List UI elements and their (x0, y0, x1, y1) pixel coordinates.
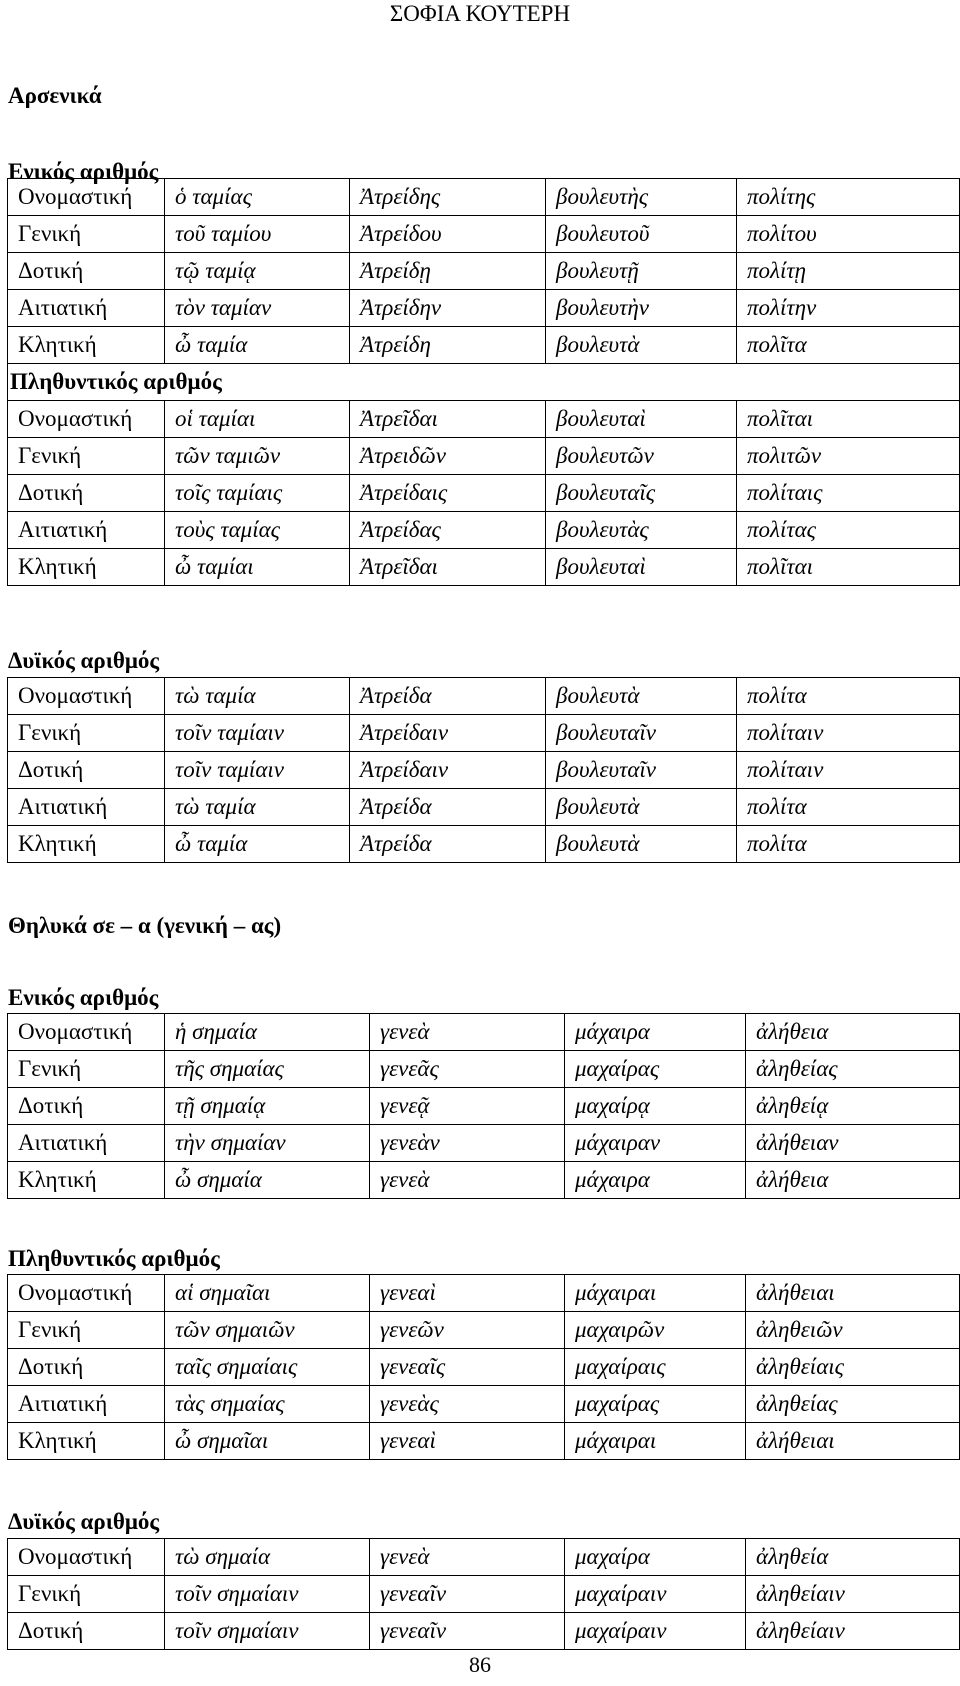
table-row (8, 216, 960, 253)
word-form-cell: ὦ σημαία (165, 1162, 370, 1199)
subheading-cell: Πληθυντικός αριθμός (8, 364, 960, 401)
word-form-cell: τὸν ταμίαν (165, 290, 350, 327)
word-form-cell: γενεαῖν (370, 1576, 565, 1613)
word-form-cell: γενεαῖς (370, 1349, 565, 1386)
word-form-cell: Ἀτρείδου (350, 216, 546, 253)
label-feminine-plural: Πληθυντικός αριθμός (8, 1246, 220, 1271)
word-form-cell: βουλευτὰς (546, 512, 737, 549)
word-form-cell: τὼ σημαία (165, 1539, 370, 1576)
word-form-cell: ἡ σημαία (165, 1014, 370, 1051)
word-form-cell: μαχαίραις (565, 1349, 746, 1386)
word-form-cell: πολίτα (737, 789, 960, 826)
word-form-cell: βουλευτὰ (546, 678, 737, 715)
table-row (8, 1576, 960, 1613)
word-form-cell: μαχαίρας (565, 1386, 746, 1423)
word-form-cell: τοῖν σημαίαιν (165, 1613, 370, 1650)
label-masculine-dual: Δυϊκός αριθμός (8, 648, 160, 673)
case-name-cell: Δοτική (8, 475, 165, 512)
case-name-cell: Δοτική (8, 253, 165, 290)
case-name-cell: Γενική (8, 1051, 165, 1088)
word-form-cell: τοῦ ταμίου (165, 216, 350, 253)
word-form-cell: τὼ ταμία (165, 678, 350, 715)
word-form-cell: Ἀτρείδη (350, 327, 546, 364)
case-name-cell: Κλητική (8, 549, 165, 586)
word-form-cell: τοῖν ταμίαιν (165, 715, 350, 752)
word-form-cell: Ἀτρείδας (350, 512, 546, 549)
word-form-cell: γενεαῖν (370, 1613, 565, 1650)
case-name-cell: Ονομαστική (8, 1539, 165, 1576)
word-form-cell: βουλευτῶν (546, 438, 737, 475)
word-form-cell: πολίτῃ (737, 253, 960, 290)
case-name-cell: Κλητική (8, 327, 165, 364)
word-form-cell: τοῖς ταμίαις (165, 475, 350, 512)
word-form-cell: πολίτας (737, 512, 960, 549)
word-form-cell: βουλευτὰ (546, 826, 737, 863)
word-form-cell: οἱ ταμίαι (165, 401, 350, 438)
table-row (8, 715, 960, 752)
word-form-cell: βουλευτὴς (546, 179, 737, 216)
table-row (8, 512, 960, 549)
word-form-cell: πολιτῶν (737, 438, 960, 475)
case-name-cell: Αιτιατική (8, 1125, 165, 1162)
word-form-cell: πολῖτα (737, 327, 960, 364)
word-form-cell: πολίταις (737, 475, 960, 512)
word-form-cell: γενεαὶ (370, 1423, 565, 1460)
word-form-cell: βουλευταῖν (546, 715, 737, 752)
table-masculine-singular-plural (7, 178, 960, 586)
table-row (8, 789, 960, 826)
table-row (8, 826, 960, 863)
word-form-cell: πολίτης (737, 179, 960, 216)
page-header: ΣΟΦΙΑ ΚΟΥΤΕΡΗ (389, 1, 571, 26)
word-form-cell: τῶν ταμιῶν (165, 438, 350, 475)
word-form-cell: ἀληθείαις (746, 1349, 960, 1386)
word-form-cell: μαχαίραιν (565, 1613, 746, 1650)
word-form-cell: ὦ σημαῖαι (165, 1423, 370, 1460)
case-name-cell: Κλητική (8, 1162, 165, 1199)
word-form-cell: βουλευτὰ (546, 789, 737, 826)
word-form-cell: μαχαίρα (565, 1539, 746, 1576)
word-form-cell: γενεὰ (370, 1162, 565, 1199)
word-form-cell: ἀληθείας (746, 1386, 960, 1423)
table-row (8, 1386, 960, 1423)
table-subheading-row (8, 364, 960, 401)
word-form-cell: μαχαίρᾳ (565, 1088, 746, 1125)
table-row (8, 253, 960, 290)
word-form-cell: βουλευταὶ (546, 401, 737, 438)
word-form-cell: ἀληθείαιν (746, 1576, 960, 1613)
word-form-cell: μάχαιραι (565, 1275, 746, 1312)
case-name-cell: Κλητική (8, 1423, 165, 1460)
word-form-cell: τῇ σημαίᾳ (165, 1088, 370, 1125)
word-form-cell: ἀλήθεια (746, 1162, 960, 1199)
word-form-cell: γενεῶν (370, 1312, 565, 1349)
word-form-cell: γενεὰ (370, 1539, 565, 1576)
word-form-cell: πολίτα (737, 678, 960, 715)
word-form-cell: βουλευτοῦ (546, 216, 737, 253)
word-form-cell: βουλευταὶ (546, 549, 737, 586)
word-form-cell: πολίτα (737, 826, 960, 863)
word-form-cell: μάχαιρα (565, 1162, 746, 1199)
word-form-cell: αἱ σημαῖαι (165, 1275, 370, 1312)
table-row (8, 1312, 960, 1349)
word-form-cell: ὦ ταμία (165, 327, 350, 364)
word-form-cell: γενεαὶ (370, 1275, 565, 1312)
word-form-cell: ἀληθεία (746, 1539, 960, 1576)
word-form-cell: γενεᾶς (370, 1051, 565, 1088)
label-feminine-singular: Ενικός αριθμός (8, 985, 159, 1010)
table-feminine-dual (7, 1538, 960, 1650)
word-form-cell: πολίτου (737, 216, 960, 253)
table-row (8, 1349, 960, 1386)
case-name-cell: Κλητική (8, 826, 165, 863)
case-name-cell: Γενική (8, 438, 165, 475)
table-row (8, 1051, 960, 1088)
word-form-cell: τοῖν ταμίαιν (165, 752, 350, 789)
word-form-cell: Ἀτρείδαιν (350, 715, 546, 752)
word-form-cell: μάχαιραι (565, 1423, 746, 1460)
word-form-cell: Ἀτρείδης (350, 179, 546, 216)
word-form-cell: τῆς σημαίας (165, 1051, 370, 1088)
table-row (8, 678, 960, 715)
table-row (8, 290, 960, 327)
word-form-cell: μαχαίρας (565, 1051, 746, 1088)
word-form-cell: τὼ ταμία (165, 789, 350, 826)
word-form-cell: Ἀτρείδα (350, 826, 546, 863)
table-row (8, 1539, 960, 1576)
table-row (8, 1125, 960, 1162)
word-form-cell: μάχαιραν (565, 1125, 746, 1162)
section-title-masculine: Αρσενικά (8, 83, 102, 108)
word-form-cell: ἀληθειῶν (746, 1312, 960, 1349)
word-form-cell: ἀληθείᾳ (746, 1088, 960, 1125)
word-form-cell: Ἀτρεῖδαι (350, 401, 546, 438)
table-row (8, 1423, 960, 1460)
word-form-cell: Ἀτρεῖδαι (350, 549, 546, 586)
word-form-cell: τὴν σημαίαν (165, 1125, 370, 1162)
table-row (8, 549, 960, 586)
word-form-cell: Ἀτρειδῶν (350, 438, 546, 475)
word-form-cell: μαχαίραιν (565, 1576, 746, 1613)
table-row (8, 179, 960, 216)
table-row (8, 1088, 960, 1125)
word-form-cell: Ἀτρείδαις (350, 475, 546, 512)
case-name-cell: Δοτική (8, 1613, 165, 1650)
table-row (8, 1613, 960, 1650)
word-form-cell: ἀλήθειαν (746, 1125, 960, 1162)
word-form-cell: Ἀτρείδα (350, 678, 546, 715)
word-form-cell: μαχαιρῶν (565, 1312, 746, 1349)
case-name-cell: Αιτιατική (8, 290, 165, 327)
word-form-cell: μάχαιρα (565, 1014, 746, 1051)
word-form-cell: τὰς σημαίας (165, 1386, 370, 1423)
case-name-cell: Αιτιατική (8, 1386, 165, 1423)
case-name-cell: Γενική (8, 715, 165, 752)
case-name-cell: Δοτική (8, 752, 165, 789)
word-form-cell: ἀληθείαιν (746, 1613, 960, 1650)
case-name-cell: Αιτιατική (8, 512, 165, 549)
case-name-cell: Ονομαστική (8, 1275, 165, 1312)
table-row (8, 1014, 960, 1051)
word-form-cell: πολίταιν (737, 715, 960, 752)
case-name-cell: Αιτιατική (8, 789, 165, 826)
word-form-cell: ταῖς σημαίαις (165, 1349, 370, 1386)
case-name-cell: Ονομαστική (8, 401, 165, 438)
case-name-cell: Δοτική (8, 1088, 165, 1125)
word-form-cell: γενεὰ (370, 1014, 565, 1051)
word-form-cell: ἀλήθειαι (746, 1275, 960, 1312)
word-form-cell: τῶν σημαιῶν (165, 1312, 370, 1349)
word-form-cell: βουλευτὴν (546, 290, 737, 327)
word-form-cell: βουλευταῖν (546, 752, 737, 789)
table-row (8, 752, 960, 789)
word-form-cell: ὦ ταμίαι (165, 549, 350, 586)
word-form-cell: πολῖται (737, 549, 960, 586)
word-form-cell: γενεᾷ (370, 1088, 565, 1125)
word-form-cell: γενεὰν (370, 1125, 565, 1162)
table-masculine-dual (7, 677, 960, 863)
word-form-cell: ὦ ταμία (165, 826, 350, 863)
page-number: 86 (469, 1652, 491, 1677)
word-form-cell: Ἀτρείδαιν (350, 752, 546, 789)
word-form-cell: ἀλήθεια (746, 1014, 960, 1051)
word-form-cell: Ἀτρείδην (350, 290, 546, 327)
table-row (8, 475, 960, 512)
word-form-cell: βουλευταῖς (546, 475, 737, 512)
table-row (8, 438, 960, 475)
table-row (8, 1162, 960, 1199)
word-form-cell: πολίτην (737, 290, 960, 327)
case-name-cell: Γενική (8, 1576, 165, 1613)
word-form-cell: Ἀτρείδα (350, 789, 546, 826)
word-form-cell: ὁ ταμίας (165, 179, 350, 216)
table-feminine-plural (7, 1274, 960, 1460)
label-feminine-dual: Δυϊκός αριθμός (8, 1509, 160, 1534)
word-form-cell: τοῖν σημαίαιν (165, 1576, 370, 1613)
word-form-cell: ἀληθείας (746, 1051, 960, 1088)
table-row (8, 401, 960, 438)
case-name-cell: Γενική (8, 216, 165, 253)
word-form-cell: τοὺς ταμίας (165, 512, 350, 549)
word-form-cell: βουλευτὰ (546, 327, 737, 364)
case-name-cell: Ονομαστική (8, 179, 165, 216)
table-row (8, 327, 960, 364)
word-form-cell: ἀλήθειαι (746, 1423, 960, 1460)
word-form-cell: πολίταιν (737, 752, 960, 789)
word-form-cell: γενεὰς (370, 1386, 565, 1423)
table-feminine-singular (7, 1013, 960, 1199)
word-form-cell: βουλευτῇ (546, 253, 737, 290)
case-name-cell: Δοτική (8, 1349, 165, 1386)
word-form-cell: πολῖται (737, 401, 960, 438)
word-form-cell: τῷ ταμίᾳ (165, 253, 350, 290)
case-name-cell: Ονομαστική (8, 1014, 165, 1051)
label-masculine-singular: Ενικός αριθμός (8, 159, 159, 184)
word-form-cell: Ἀτρείδῃ (350, 253, 546, 290)
case-name-cell: Γενική (8, 1312, 165, 1349)
case-name-cell: Ονομαστική (8, 678, 165, 715)
section-title-feminine: Θηλυκά σε – α (γενική – ας) (8, 913, 282, 938)
table-row (8, 1275, 960, 1312)
